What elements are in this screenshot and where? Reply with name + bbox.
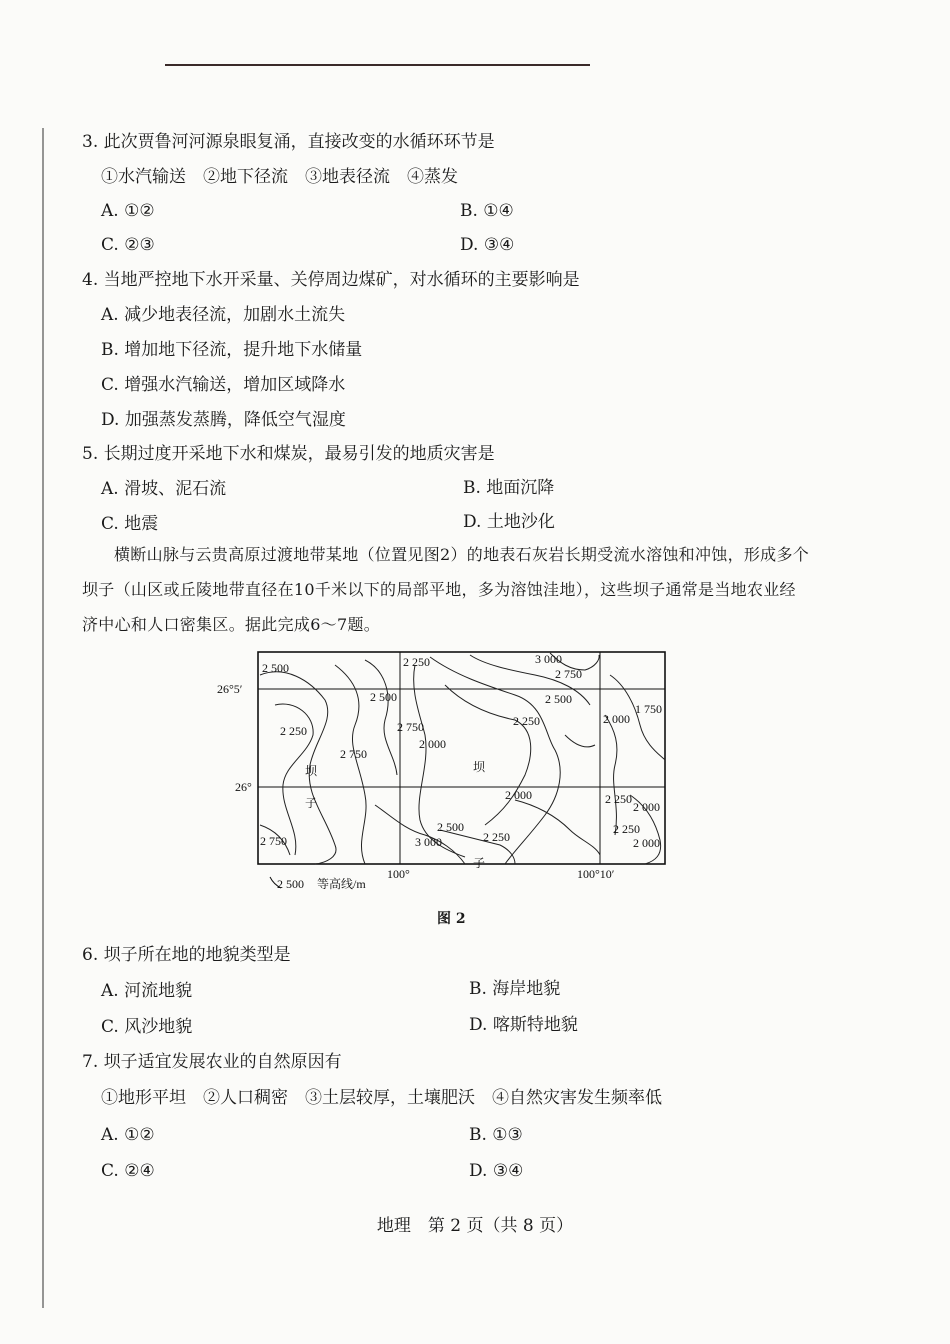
q6-option-c: C. 风沙地貌 bbox=[101, 1017, 193, 1037]
contour-label: 2 000 bbox=[603, 712, 630, 726]
q6-option-b: B. 海岸地貌 bbox=[469, 979, 561, 999]
q6-option-d: D. 喀斯特地貌 bbox=[469, 1015, 578, 1035]
contour-label: 2 500 bbox=[437, 820, 464, 834]
q5-option-c: C. 地震 bbox=[101, 514, 159, 534]
q4-option-b: B. 增加地下径流，提升地下水储量 bbox=[101, 340, 363, 360]
lon-label: 100° bbox=[387, 867, 410, 881]
top-rule bbox=[165, 64, 590, 66]
page-footer: 地理 第 2 页（共 8 页） bbox=[376, 1216, 574, 1236]
contour-label: 2 750 bbox=[260, 834, 287, 848]
legend-value: 2 500 bbox=[277, 877, 304, 891]
binding-margin-line bbox=[42, 128, 44, 1308]
contour-label: 2 250 bbox=[483, 830, 510, 844]
contour-label: 2 250 bbox=[605, 792, 632, 806]
contour-label: 2 750 bbox=[555, 667, 582, 681]
q6-stem: 6. 坝子所在地的地貌类型是 bbox=[82, 945, 291, 965]
figure-caption: 图 2 bbox=[437, 911, 466, 927]
q3-option-a: A. ①② bbox=[101, 201, 155, 221]
q4-option-c: C. 增强水汽输送，增加区域降水 bbox=[101, 375, 346, 395]
q3-option-d: D. ③④ bbox=[460, 235, 515, 255]
q5-option-b: B. 地面沉降 bbox=[463, 478, 555, 498]
contour-label: 2 250 bbox=[613, 822, 640, 836]
q5-stem: 5. 长期过度开采地下水和煤炭，最易引发的地质灾害是 bbox=[82, 444, 495, 464]
basin-label: 坝 bbox=[473, 760, 486, 774]
contour-label: 2 750 bbox=[397, 720, 424, 734]
q7-option-b: B. ①③ bbox=[469, 1125, 523, 1145]
contour-label: 2 500 bbox=[545, 692, 572, 706]
contour-label: 2 500 bbox=[262, 661, 289, 675]
q7-option-d: D. ③④ bbox=[469, 1161, 524, 1181]
contour-label: 3 000 bbox=[415, 835, 442, 849]
basin-label: 子 bbox=[305, 796, 318, 810]
contour-label: 2 000 bbox=[505, 788, 532, 802]
contour-label: 2 000 bbox=[633, 800, 660, 814]
legend-text: 等高线/m bbox=[317, 877, 366, 891]
lon-label: 100°10′ bbox=[577, 867, 615, 881]
q4-option-a: A. 减少地表径流，加剧水土流失 bbox=[101, 305, 346, 325]
q3-option-b: B. ①④ bbox=[460, 201, 514, 221]
q7-stem: 7. 坝子适宜发展农业的自然原因有 bbox=[82, 1052, 342, 1072]
lat-label: 26° bbox=[235, 780, 252, 794]
contour-label: 2 500 bbox=[370, 690, 397, 704]
map-legend bbox=[270, 876, 366, 891]
contour-label: 2 250 bbox=[280, 724, 307, 738]
q4-stem: 4. 当地严控地下水开采量、关停周边煤矿，对水循环的主要影响是 bbox=[82, 270, 580, 290]
q7-option-a: A. ①② bbox=[101, 1125, 155, 1145]
contour-label: 2 000 bbox=[633, 836, 660, 850]
contour-label: 1 750 bbox=[635, 702, 662, 716]
q7-items: ①地形平坦 ②人口稠密 ③土层较厚，土壤肥沃 ④自然灾害发生频率低 bbox=[101, 1088, 662, 1108]
contour-label: 2 000 bbox=[419, 737, 446, 751]
q5-option-a: A. 滑坡、泥石流 bbox=[101, 479, 227, 499]
contour-label: 2 750 bbox=[340, 747, 367, 761]
q6-option-a: A. 河流地貌 bbox=[101, 981, 193, 1001]
basin-label: 子 bbox=[473, 856, 486, 870]
contour-label: 2 250 bbox=[403, 655, 430, 669]
contour-label: 2 250 bbox=[513, 714, 540, 728]
q3-option-c: C. ②③ bbox=[101, 235, 155, 255]
q3-stem: 3. 此次贾鲁河河源泉眼复涌，直接改变的水循环环节是 bbox=[82, 132, 495, 152]
q5-option-d: D. 土地沙化 bbox=[463, 512, 555, 532]
basin-label: 坝 bbox=[305, 764, 318, 778]
lat-label: 26°5′ bbox=[217, 682, 243, 696]
q3-items: ①水汽输送 ②地下径流 ③地表径流 ④蒸发 bbox=[101, 167, 458, 187]
passage-6-7: 横断山脉与云贵高原过渡地带某地（位置见图2）的地表石灰岩长期受流水溶蚀和冲蚀，形成多个坝子（山区或丘陵地带直径在10千米以下的局部平地，多为溶蚀洼地），这些坝子通常是当地农业经济中心和人口密集区。据此完成6～7题。 bbox=[82, 545, 810, 634]
q4-option-d: D. 加强蒸发蒸腾，降低空气湿度 bbox=[101, 410, 346, 430]
contour-map bbox=[215, 645, 685, 895]
q7-option-c: C. ②④ bbox=[101, 1161, 155, 1181]
contour-label: 3 000 bbox=[535, 652, 562, 666]
